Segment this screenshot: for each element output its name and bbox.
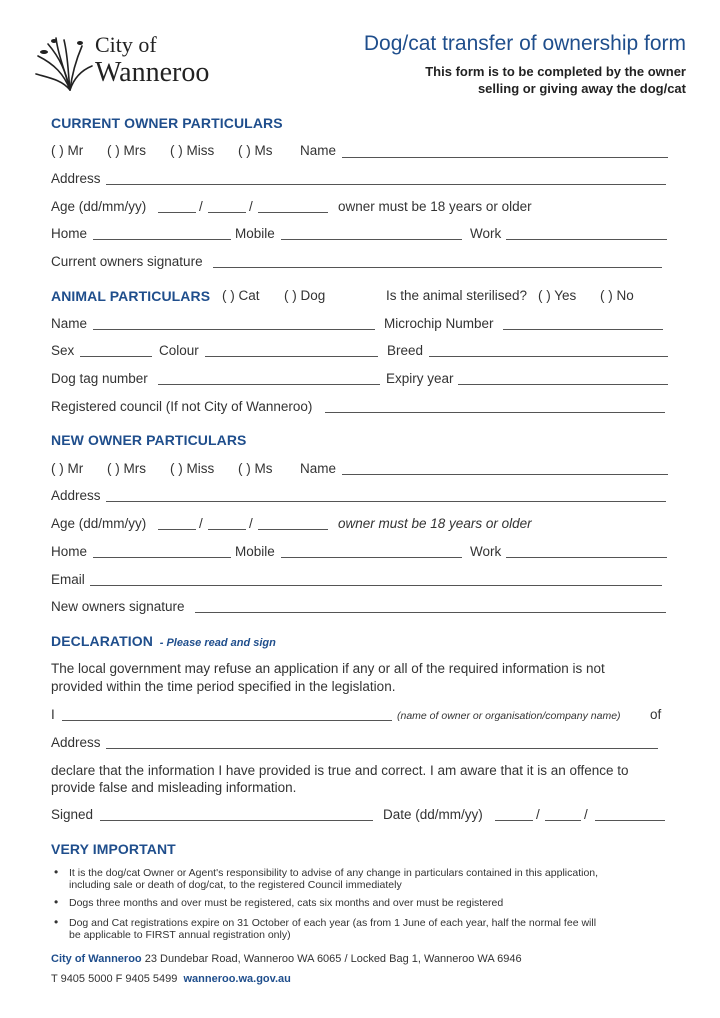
current-title-ms[interactable]: ( ) Ms: [238, 143, 273, 158]
council-label: Registered council (If not City of Wanneroo): [51, 399, 313, 414]
current-home-label: Home: [51, 226, 88, 241]
date-yy[interactable]: [595, 820, 665, 821]
declaration-para2-line1: declare that the information I have provided is true and correct. I am aware that it is an offence to: [51, 763, 629, 778]
date-dd[interactable]: [495, 820, 533, 821]
new-title-ms[interactable]: ( ) Ms: [238, 461, 273, 476]
form-title: Dog/cat transfer of ownership form: [363, 32, 686, 55]
date-slash1: /: [536, 807, 540, 822]
bullet-dot: •: [54, 915, 59, 929]
current-age-note: owner must be 18 years or older: [338, 199, 532, 214]
current-title-mr[interactable]: ( ) Mr: [51, 143, 84, 158]
bullet-dot: •: [54, 895, 59, 909]
sex-field[interactable]: [80, 356, 152, 357]
footer-org: City of Wanneroo: [51, 953, 142, 965]
new-address-field[interactable]: [106, 501, 666, 502]
current-address-field[interactable]: [106, 184, 666, 185]
footer-address-row: [51, 953, 522, 965]
current-age-dd[interactable]: [158, 212, 196, 213]
current-signature-field[interactable]: [213, 267, 662, 268]
dog-tag-label: Dog tag number: [51, 371, 148, 386]
current-signature-label: Current owners signature: [51, 254, 203, 269]
bullet-2-line1: Dogs three months and over must be registered, cats six months and over must be registered: [69, 897, 504, 909]
new-home-field[interactable]: [93, 557, 231, 558]
important-heading: VERY IMPORTANT: [51, 841, 176, 857]
microchip-field[interactable]: [503, 329, 663, 330]
expiry-label: Expiry year: [386, 371, 454, 386]
current-name-label: Name: [300, 143, 337, 158]
bullet-dot: •: [54, 865, 59, 879]
current-age-label: Age (dd/mm/yy): [51, 199, 147, 214]
declaration-of-label: of: [650, 707, 662, 722]
new-signature-field[interactable]: [195, 612, 666, 613]
breed-field[interactable]: [429, 356, 668, 357]
date-label: Date (dd/mm/yy): [383, 807, 483, 822]
new-mobile-label: Mobile: [235, 544, 275, 559]
date-slash2: /: [584, 807, 588, 822]
footer-website-link[interactable]: wanneroo.wa.gov.au: [183, 973, 291, 985]
new-mobile-field[interactable]: [281, 557, 462, 558]
colour-field[interactable]: [205, 356, 378, 357]
colour-label: Colour: [159, 343, 199, 358]
declaration-address-field[interactable]: [106, 748, 658, 749]
declaration-para1-line2: provided within the time period specified in the legislation.: [51, 679, 396, 694]
microchip-label: Microchip Number: [384, 316, 494, 331]
date-mm[interactable]: [545, 820, 581, 821]
important-bullet-2: [54, 895, 504, 910]
new-title-miss[interactable]: ( ) Miss: [170, 461, 215, 476]
logo-line1: City of: [95, 32, 157, 57]
current-work-label: Work: [470, 226, 502, 241]
new-name-label: Name: [300, 461, 337, 476]
new-age-dd[interactable]: [158, 529, 196, 530]
declaration-para2-line2: provide false and misleading information.: [51, 780, 297, 795]
signed-field[interactable]: [100, 820, 373, 821]
breed-label: Breed: [387, 343, 424, 358]
animal-name-label: Name: [51, 316, 88, 331]
signed-label: Signed: [51, 807, 94, 822]
current-mobile-label: Mobile: [235, 226, 275, 241]
important-bullet-1: [54, 865, 599, 891]
current-owner-heading: CURRENT OWNER PARTICULARS: [51, 115, 283, 131]
footer-phone: T 9405 5000 F 9405 5499: [51, 973, 178, 985]
bullet-3-line2: be applicable to FIRST annual registration only): [69, 928, 291, 941]
current-title-mrs[interactable]: ( ) Mrs: [107, 143, 146, 158]
new-age-label: Age (dd/mm/yy): [51, 516, 147, 531]
new-owner-heading: NEW OWNER PARTICULARS: [51, 432, 247, 448]
new-home-label: Home: [51, 544, 88, 559]
declarant-name-field[interactable]: [62, 720, 392, 721]
current-work-field[interactable]: [506, 239, 667, 240]
animal-cat-option[interactable]: ( ) Cat: [222, 288, 260, 303]
council-field[interactable]: [325, 412, 665, 413]
new-title-mr[interactable]: ( ) Mr: [51, 461, 84, 476]
new-address-label: Address: [51, 488, 101, 503]
animal-name-field[interactable]: [93, 329, 375, 330]
new-work-label: Work: [470, 544, 502, 559]
new-signature-label: New owners signature: [51, 599, 185, 614]
current-home-field[interactable]: [93, 239, 231, 240]
sex-label: Sex: [51, 343, 75, 358]
declaration-heading: DECLARATION: [51, 633, 153, 649]
current-title-miss[interactable]: ( ) Miss: [170, 143, 215, 158]
new-name-field[interactable]: [342, 474, 668, 475]
important-bullet-3: [54, 915, 597, 941]
new-age-slash2: /: [249, 516, 253, 531]
bullet-3-line1: Dog and Cat registrations expire on 31 October of each year (as from 1 June of each year, half the normal fee will: [69, 917, 597, 929]
new-work-field[interactable]: [506, 557, 667, 558]
sterilised-question: Is the animal sterilised?: [386, 288, 528, 303]
declarant-name-hint: (name of owner or organisation/company name): [397, 710, 621, 722]
new-email-field[interactable]: [90, 585, 662, 586]
grass-tree-icon: [34, 34, 94, 92]
form-subtitle-line2: selling or giving away the dog/cat: [477, 81, 686, 96]
declaration-para1-line1: The local government may refuse an application if any or all of the required information is not: [51, 661, 605, 676]
sterilised-no-option[interactable]: ( ) No: [600, 288, 634, 303]
current-name-field[interactable]: [342, 157, 668, 158]
footer-contact-row: [51, 973, 291, 985]
current-address-label: Address: [51, 171, 101, 186]
animal-heading: ANIMAL PARTICULARS: [51, 288, 211, 304]
declaration-subheading: - Please read and sign: [159, 637, 276, 649]
current-age-slash1: /: [199, 199, 203, 214]
new-age-mm[interactable]: [208, 529, 246, 530]
new-age-slash1: /: [199, 516, 203, 531]
new-age-note: owner must be 18 years or older: [338, 516, 532, 531]
logo-line2: Wanneroo: [95, 57, 210, 88]
current-age-yy[interactable]: [258, 212, 328, 213]
footer-address: 23 Dundebar Road, Wanneroo WA 6065 / Locked Bag 1, Wanneroo WA 6946: [141, 953, 522, 965]
current-age-mm[interactable]: [208, 212, 246, 213]
new-title-mrs[interactable]: ( ) Mrs: [107, 461, 146, 476]
animal-dog-option[interactable]: ( ) Dog: [284, 288, 326, 303]
declaration-i-label: I: [51, 707, 55, 722]
new-age-yy[interactable]: [258, 529, 328, 530]
current-mobile-field[interactable]: [281, 239, 462, 240]
current-age-slash2: /: [249, 199, 253, 214]
dog-tag-field[interactable]: [158, 384, 380, 385]
bullet-1-line1: It is the dog/cat Owner or Agent's responsibility to advise of any change in particulars contained in this application,: [69, 867, 599, 879]
form-subtitle-line1: This form is to be completed by the owner: [425, 64, 686, 79]
declaration-address-label: Address: [51, 735, 101, 750]
declaration-heading-row: [51, 633, 276, 649]
bullet-1-line2: including sale or death of dog/cat, to the registered Council immediately: [69, 878, 402, 891]
new-email-label: Email: [51, 572, 85, 587]
sterilised-yes-option[interactable]: ( ) Yes: [538, 288, 577, 303]
expiry-field[interactable]: [458, 384, 668, 385]
